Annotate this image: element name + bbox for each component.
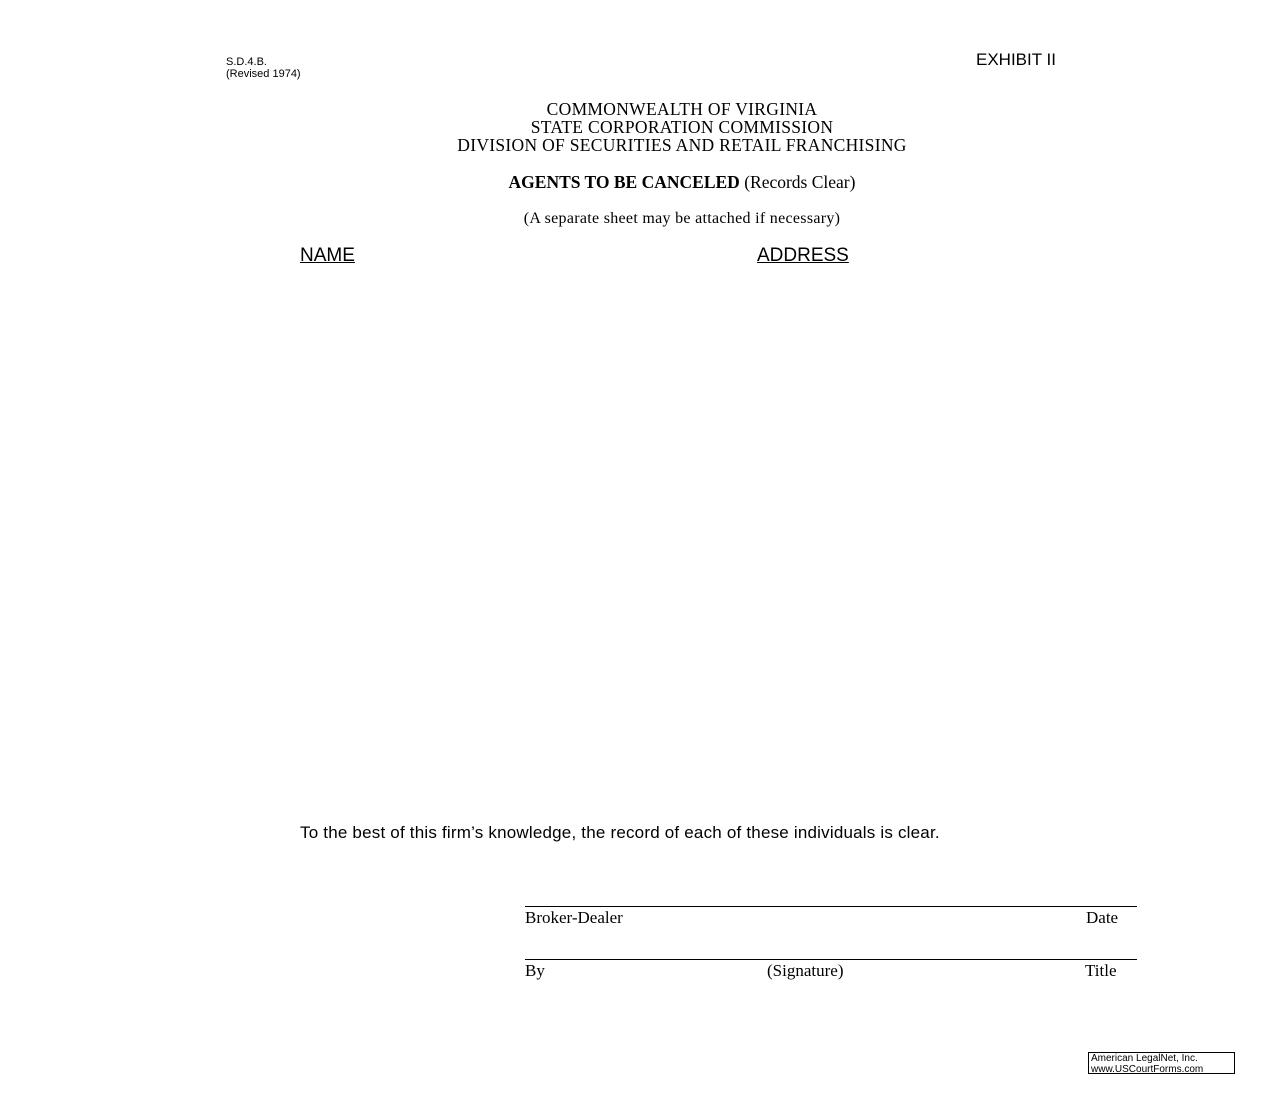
by-label: By xyxy=(525,961,545,980)
form-revision: (Revised 1974) xyxy=(226,68,301,80)
header-commonwealth: COMMONWEALTH OF VIRGINIA xyxy=(546,99,818,119)
authorized-signature-line[interactable] xyxy=(525,959,1137,960)
clear-record-statement: To the best of this firm’s knowledge, the record of each of these individuals is clear. xyxy=(300,823,940,842)
form-title-main: AGENTS TO BE CANCELED xyxy=(508,172,740,192)
column-header-name: NAME xyxy=(300,245,355,266)
column-header-address: ADDRESS xyxy=(757,245,849,266)
date-label: Date xyxy=(1086,908,1119,927)
broker-dealer-label: Broker-Dealer xyxy=(525,908,623,927)
header-commission: STATE CORPORATION COMMISSION xyxy=(530,117,834,137)
publisher-url: www.USCourtForms.com xyxy=(1091,1063,1204,1075)
attachment-note: (A separate sheet may be attached if necessary) xyxy=(523,210,841,227)
broker-dealer-signature-line[interactable] xyxy=(525,906,1137,907)
form-title xyxy=(0,172,1275,193)
form-number: S.D.4.B. xyxy=(226,56,267,68)
signature-label: (Signature) xyxy=(767,961,844,980)
publisher-stamp xyxy=(1088,1052,1235,1074)
header-division: DIVISION OF SECURITIES AND RETAIL FRANCHISING xyxy=(457,135,907,155)
publisher-name: American LegalNet, Inc. xyxy=(1091,1053,1198,1064)
form-code xyxy=(226,56,301,80)
exhibit-label: EXHIBIT II xyxy=(976,50,1056,69)
form-title-qualifier: (Records Clear) xyxy=(744,172,856,192)
title-label: Title xyxy=(1085,961,1117,980)
